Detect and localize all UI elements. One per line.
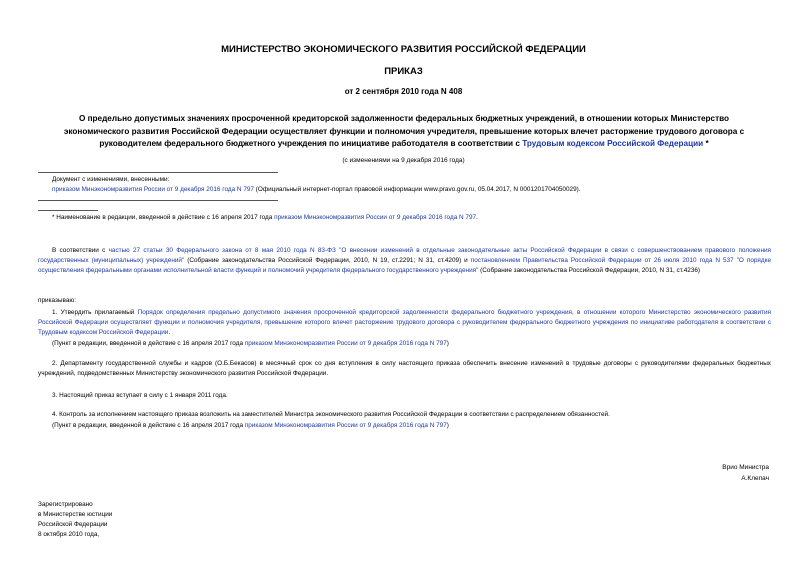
registration-line-2: в Министерстве юстиции: [38, 511, 113, 518]
item-1-note-link[interactable]: приказом Минэкономразвития России от 9 декабря 2016 года N 797: [244, 340, 447, 347]
item-1-end: .: [168, 329, 171, 336]
item-4: 4. Контроль за исполнением настоящего приказа возложить на заместителей Министра экономического развития Российской Федерации в соответствии с распределением обязанностей.: [52, 411, 610, 418]
preamble-mid: (Собрание законодательства Российской Федерации, 2010, N 19, ст.2291; N 31, ст.4209) и: [184, 257, 471, 264]
document-title: [48, 113, 760, 151]
preamble-decree-link[interactable]: постановлением Правительства Российской Федерации от 26 июля 2010 года N 537 "О порядке осуществления федеральными органами исполнительной власти функций и полномочий учредителя федерального государственного учреждения": [38, 257, 771, 274]
changes-link[interactable]: приказом Минэкономразвития России от 9 декабря 2016 года N 797: [52, 186, 254, 193]
changes-label: Документ с изменениями, внесенными:: [52, 176, 170, 183]
footnote-tail: .: [476, 214, 478, 221]
item-1-procedure-link[interactable]: Порядок определения предельно допустимого значения просроченной кредиторской задолженности федерального бюджетного учреждения, в отношении которого Министерство экономического развития Российской Федерации осуществляет функции и полномочия учредителя, превышение которого влечет расторжение трудового договора с руководителем федерального бюджетного учреждения по инициативе работодателя в соответствии с Трудовым кодексом Российской Федерации: [38, 309, 771, 336]
item-1-start: 1. Утвердить прилагаемый: [52, 309, 138, 316]
registration-line-1: Зарегистрировано: [38, 501, 93, 508]
item-1-note-end: ): [446, 340, 449, 347]
orders-label: приказываю:: [38, 297, 76, 304]
date-number: от 2 сентября 2010 года N 408: [344, 87, 463, 96]
version-note: (с изменениями на 9 декабря 2016 года): [342, 157, 465, 164]
preamble: [38, 246, 771, 276]
title-text: О предельно допустимых значениях просроченной кредиторской задолженности федеральных бюджетных учреждений, в отношении которых Министерство экономического развития Российской Федерации осуществляет функции и полномочия учредителя, превышение которых влечет расторжение трудового договора с руководителем федерального бюджетного учреждения по инициативе работодателя в соответствии с: [63, 114, 745, 148]
item-4-note: [52, 421, 772, 431]
ministry-heading: МИНИСТЕРСТВО ЭКОНОМИЧЕСКОГО РАЗВИТИЯ РОССИЙСКОЙ ФЕДЕРАЦИИ: [221, 44, 586, 55]
divider-middle: [38, 200, 278, 201]
preamble-end: (Собрание законодательства Российской Федерации, 2010, N 31, ст.4236): [478, 267, 701, 274]
changes-source: [52, 185, 772, 195]
item-1-note-text: (Пункт в редакции, введенной в действие с 16 апреля 2017 года: [52, 340, 245, 347]
registration-line-3: Российской Федерации: [38, 521, 108, 528]
item-4-note-text: (Пункт в редакции, введенной в действие с 16 апреля 2017 года: [52, 422, 245, 429]
footnote-rule: [38, 210, 98, 211]
footnote-text: * Наименование в редакции, введенной в действие с 16 апреля 2017 года: [52, 214, 275, 221]
title-link-labor-code[interactable]: Трудовым кодексом Российской Федерации: [522, 139, 704, 148]
item-1: [38, 308, 771, 338]
changes-source-text: (Официальный интернет-портал правовой информации www.pravo.gov.ru, 05.04.2017, N 0001201704050029).: [253, 186, 581, 193]
preamble-law-link[interactable]: частью 27 статьи 30 Федерального закона от 8 мая 2010 года N 83-ФЗ "О внесении изменений в отдельные законодательные акты Российской Федерации в связи с совершенствованием правового положения государственных (муниципальных) учреждений": [38, 247, 772, 264]
divider-top: [38, 172, 278, 173]
signature-name: А.Клепач: [741, 475, 769, 482]
item-4-note-link[interactable]: приказом Минэкономразвития России от 9 декабря 2016 года N 797: [244, 422, 447, 429]
item-4-note-end: ): [446, 422, 449, 429]
preamble-start: В соответствии с: [52, 247, 109, 254]
registration-line-4: 8 октября 2010 года,: [38, 531, 100, 538]
footnote: [52, 213, 772, 223]
title-star: *: [703, 139, 709, 148]
item-1-note: [52, 339, 772, 349]
signature-position: Врио Министра: [722, 464, 769, 471]
doc-type-heading: ПРИКАЗ: [384, 66, 423, 77]
item-3: 3. Настоящий приказ вступает в силу с 1 января 2011 года.: [52, 392, 228, 399]
footnote-link[interactable]: приказом Минэкономразвития России от 9 декабря 2016 года N 797: [274, 214, 477, 221]
item-2: 2. Департаменту государственной службы и кадров (О.Б.Бекасов) в месячный срок со дня вступления в силу настоящего приказа обеспечить внесение изменений в трудовые договоры с руководителями федеральных бюджетных учреждений, подведомственных Министерству экономического развития Российской Федерации.: [38, 360, 771, 377]
